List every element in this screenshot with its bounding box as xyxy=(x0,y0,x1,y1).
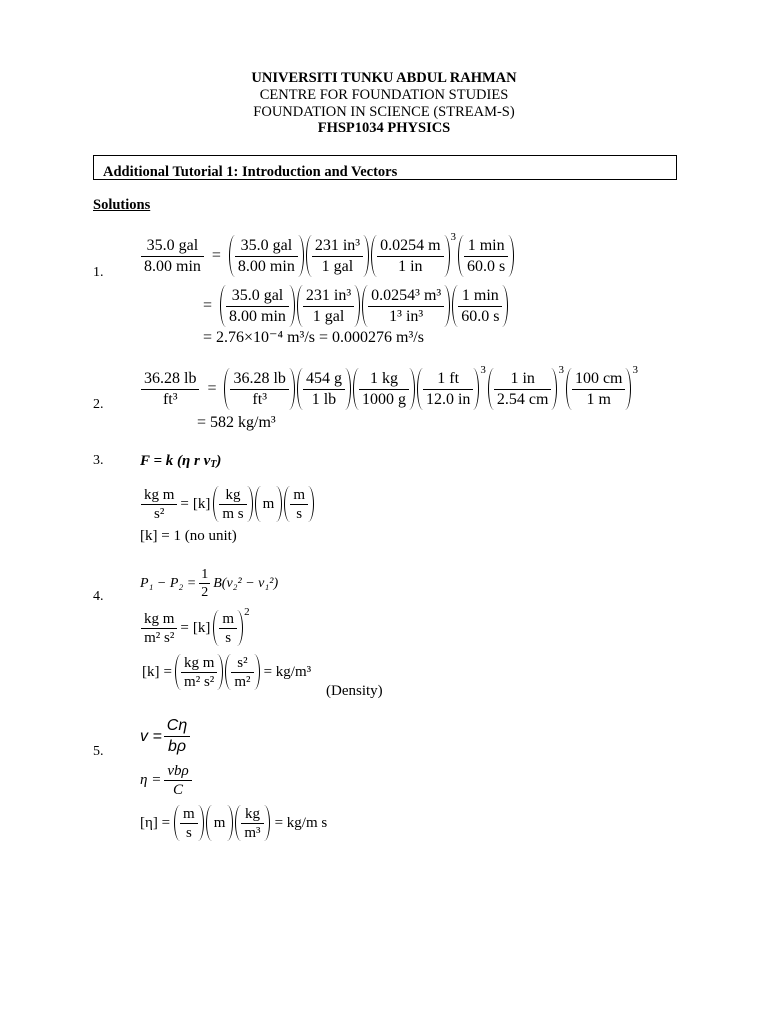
right-paren xyxy=(444,235,450,277)
fraction xyxy=(458,287,502,326)
lhs-fraction xyxy=(141,237,204,276)
conversion-factor xyxy=(417,364,486,410)
right-paren xyxy=(289,285,295,327)
equals-sign: = xyxy=(203,297,213,314)
numerator: kg m xyxy=(141,611,177,629)
exponent: 3 xyxy=(450,231,457,243)
fraction xyxy=(164,717,190,756)
conversion-factor xyxy=(306,235,369,277)
denominator: 1 gal xyxy=(321,257,354,275)
course-code: FHSP1034 PHYSICS xyxy=(317,120,451,136)
right-paren xyxy=(308,486,314,522)
right-paren xyxy=(247,486,253,522)
right-paren xyxy=(444,285,450,327)
q4-equation-line-3 xyxy=(140,654,311,690)
fraction xyxy=(164,763,191,798)
fraction xyxy=(235,237,298,276)
right-paren xyxy=(298,235,304,277)
denominator: 8.00 min xyxy=(144,257,201,275)
q5-equation-line-3 xyxy=(140,805,327,841)
conversion-factor xyxy=(297,368,351,410)
numerator: 1 in xyxy=(494,370,552,390)
fraction xyxy=(494,370,552,409)
unit-factor xyxy=(235,805,269,841)
numerator: Cη xyxy=(164,717,190,737)
numerator: 36.28 lb xyxy=(141,370,199,390)
conversion-factor xyxy=(452,285,508,327)
lhs-fraction xyxy=(141,487,177,522)
right-paren xyxy=(227,805,233,841)
equals-sign: = xyxy=(180,495,189,512)
denominator: 1 lb xyxy=(311,390,337,408)
k-dimension: [k] xyxy=(192,619,211,636)
centre-name: CENTRE FOR FOUNDATION STUDIES xyxy=(259,87,509,103)
denominator: ft³ xyxy=(162,390,178,408)
fraction xyxy=(180,806,198,841)
numerator: 1 min xyxy=(464,237,508,257)
fraction xyxy=(219,611,237,646)
right-paren xyxy=(264,805,270,841)
denominator: m³ xyxy=(244,824,261,841)
right-paren xyxy=(551,368,557,410)
conversion-factor xyxy=(224,368,294,410)
conversion-factor xyxy=(371,231,457,277)
conversion-factor xyxy=(362,285,450,327)
numerator: m xyxy=(219,611,237,629)
numerator: 36.28 lb xyxy=(230,370,288,390)
tutorial-title: Additional Tutorial 1: Introduction and Vectors xyxy=(103,164,398,180)
right-paren xyxy=(289,368,295,410)
q1-equation-line-1 xyxy=(140,231,515,277)
fraction xyxy=(303,370,345,409)
equals-sign: = xyxy=(163,663,172,680)
numerator: kg xyxy=(241,806,263,824)
formula-fraction xyxy=(164,763,191,798)
unit-factor xyxy=(213,606,250,646)
fraction xyxy=(368,287,444,326)
numerator: kg m xyxy=(181,655,217,673)
denominator: ft³ xyxy=(252,390,267,408)
denominator: C xyxy=(173,782,184,798)
statement-subscript: T xyxy=(210,459,217,470)
fraction xyxy=(231,655,253,690)
fraction xyxy=(359,370,409,409)
density-note: (Density) xyxy=(326,683,383,699)
q3-statement xyxy=(140,453,221,473)
conversion-factor xyxy=(458,235,514,277)
fraction xyxy=(141,487,177,522)
question-1-label: 1. xyxy=(93,265,104,280)
numerator: 1 min xyxy=(458,287,502,307)
numerator: 35.0 gal xyxy=(141,237,204,257)
paren-group xyxy=(255,486,283,522)
fraction xyxy=(219,487,246,522)
denominator: 1 in xyxy=(398,257,423,275)
conversion-factor xyxy=(488,364,564,410)
question-4-label: 4. xyxy=(93,589,104,604)
fraction xyxy=(141,370,199,409)
q2-result: = 582 kg/m³ xyxy=(197,414,276,431)
denominator: m² s² xyxy=(144,629,175,646)
q5-equation-line-2 xyxy=(140,763,193,798)
half-fraction xyxy=(199,567,210,600)
unit-factor xyxy=(284,486,314,522)
denominator: 8.00 min xyxy=(237,257,295,275)
denominator: m² s² xyxy=(184,673,215,690)
q1-result: = 2.76×10⁻⁴ m³/s = 0.000276 m³/s xyxy=(203,329,424,346)
fraction xyxy=(572,370,626,409)
numerator: 1 xyxy=(201,567,209,582)
velocity-term: B(v₂² − v₁²) xyxy=(213,575,279,591)
equals-sign: = xyxy=(211,247,221,264)
q1-equation-line-2 xyxy=(196,285,509,327)
fraction xyxy=(290,487,308,522)
denominator: bρ xyxy=(167,738,187,755)
q5-result: = kg/m s xyxy=(274,814,328,831)
viscosity-dimension: [η] = xyxy=(140,814,171,831)
right-paren xyxy=(254,654,260,690)
fraction xyxy=(141,611,177,646)
numerator: 1 kg xyxy=(359,370,409,390)
unit-factor xyxy=(174,805,204,841)
exponent: 3 xyxy=(558,364,564,376)
denominator: 60.0 s xyxy=(461,307,500,325)
lhs-fraction xyxy=(141,370,199,409)
numerator: m xyxy=(180,806,198,824)
q2-equation-line-1 xyxy=(140,364,639,410)
fraction xyxy=(199,567,210,600)
denominator: s xyxy=(225,629,232,646)
fraction xyxy=(141,237,204,276)
numerator: kg m xyxy=(141,487,177,505)
fraction xyxy=(230,370,288,409)
denominator: 1 gal xyxy=(312,307,345,325)
statement-close: ) xyxy=(216,453,222,469)
conversion-factor xyxy=(353,368,415,410)
right-paren xyxy=(217,654,223,690)
numerator: vbρ xyxy=(164,763,191,781)
unit-factor xyxy=(225,654,259,690)
fraction xyxy=(181,655,217,690)
fraction xyxy=(377,237,443,276)
right-paren xyxy=(508,235,514,277)
fraction xyxy=(241,806,263,841)
right-paren xyxy=(198,805,204,841)
question-5-label: 5. xyxy=(93,744,104,759)
question-2-label: 2. xyxy=(93,397,104,412)
denominator: 8.00 min xyxy=(229,307,286,325)
conversion-factor xyxy=(566,364,638,410)
k-dimension: [k] xyxy=(192,495,211,512)
right-paren xyxy=(502,285,508,327)
numerator: 1 ft xyxy=(423,370,473,390)
exponent: 2 xyxy=(244,606,250,618)
numerator: 100 cm xyxy=(572,370,626,390)
denominator: 1³ in³ xyxy=(389,307,424,325)
denominator: 1000 g xyxy=(361,390,406,408)
unit-m: m xyxy=(262,495,275,512)
numerator: m xyxy=(290,487,308,505)
q4-equation-line-1 xyxy=(140,567,278,600)
denominator: 2 xyxy=(201,585,209,600)
denominator: s² xyxy=(154,505,165,522)
equals-sign: = xyxy=(180,619,189,636)
velocity-lhs: v = xyxy=(140,727,162,745)
right-paren xyxy=(345,368,351,410)
right-paren xyxy=(276,486,282,522)
denominator: 60.0 s xyxy=(467,257,506,275)
programme-name: FOUNDATION IN SCIENCE (STREAM-S) xyxy=(253,104,515,120)
solutions-heading: Solutions xyxy=(93,197,151,213)
right-paren xyxy=(363,235,369,277)
q3-dimension-equation xyxy=(140,486,315,522)
formula-fraction xyxy=(164,717,190,756)
right-paren xyxy=(237,610,243,646)
fraction xyxy=(303,287,354,326)
conversion-factor xyxy=(220,285,295,327)
denominator: m² xyxy=(234,673,251,690)
denominator: s xyxy=(296,505,303,522)
right-paren xyxy=(473,368,479,410)
tutorial-title-box xyxy=(93,155,677,180)
unit-factor xyxy=(213,486,252,522)
right-paren xyxy=(625,368,631,410)
question-3-label: 3. xyxy=(93,453,104,468)
numerator: 0.0254³ m³ xyxy=(368,287,444,307)
fraction xyxy=(423,370,473,409)
numerator: 231 in³ xyxy=(303,287,354,307)
university-name: UNIVERSITI TUNKU ABDUL RAHMAN xyxy=(251,70,517,86)
fraction xyxy=(312,237,363,276)
numerator: 0.0254 m xyxy=(377,237,443,257)
numerator: 454 g xyxy=(303,370,345,390)
denominator: s xyxy=(185,824,192,841)
fraction xyxy=(226,287,289,326)
lhs-fraction xyxy=(141,611,177,646)
numerator: s² xyxy=(231,655,253,673)
numerator: 35.0 gal xyxy=(235,237,298,257)
right-paren xyxy=(354,285,360,327)
conversion-factor xyxy=(297,285,360,327)
viscosity-lhs: η = xyxy=(140,772,162,788)
unit-m: m xyxy=(213,814,226,831)
q5-equation-line-1 xyxy=(140,717,191,756)
right-paren xyxy=(409,368,415,410)
q4-result: = kg/m³ xyxy=(263,663,312,680)
equals-sign: = xyxy=(207,380,217,397)
statement-main: F = k (η r v xyxy=(140,453,211,469)
k-dimension: [k] xyxy=(142,663,160,680)
unit-factor xyxy=(175,654,223,690)
fraction xyxy=(464,237,508,276)
denominator: 1 m xyxy=(586,390,611,408)
denominator: m s xyxy=(222,505,244,522)
q3-result: [k] = 1 (no unit) xyxy=(140,528,237,544)
exponent: 3 xyxy=(632,364,638,376)
conversion-factor xyxy=(229,235,304,277)
numerator: 35.0 gal xyxy=(226,287,289,307)
denominator: 12.0 in xyxy=(425,390,471,408)
paren-group xyxy=(206,805,234,841)
numerator: 231 in³ xyxy=(312,237,363,257)
pressure-difference: P₁ − P₂ = xyxy=(140,575,197,591)
denominator: 2.54 cm xyxy=(496,390,549,408)
q4-equation-line-2 xyxy=(140,606,251,646)
numerator: kg xyxy=(219,487,246,505)
exponent: 3 xyxy=(480,364,486,376)
